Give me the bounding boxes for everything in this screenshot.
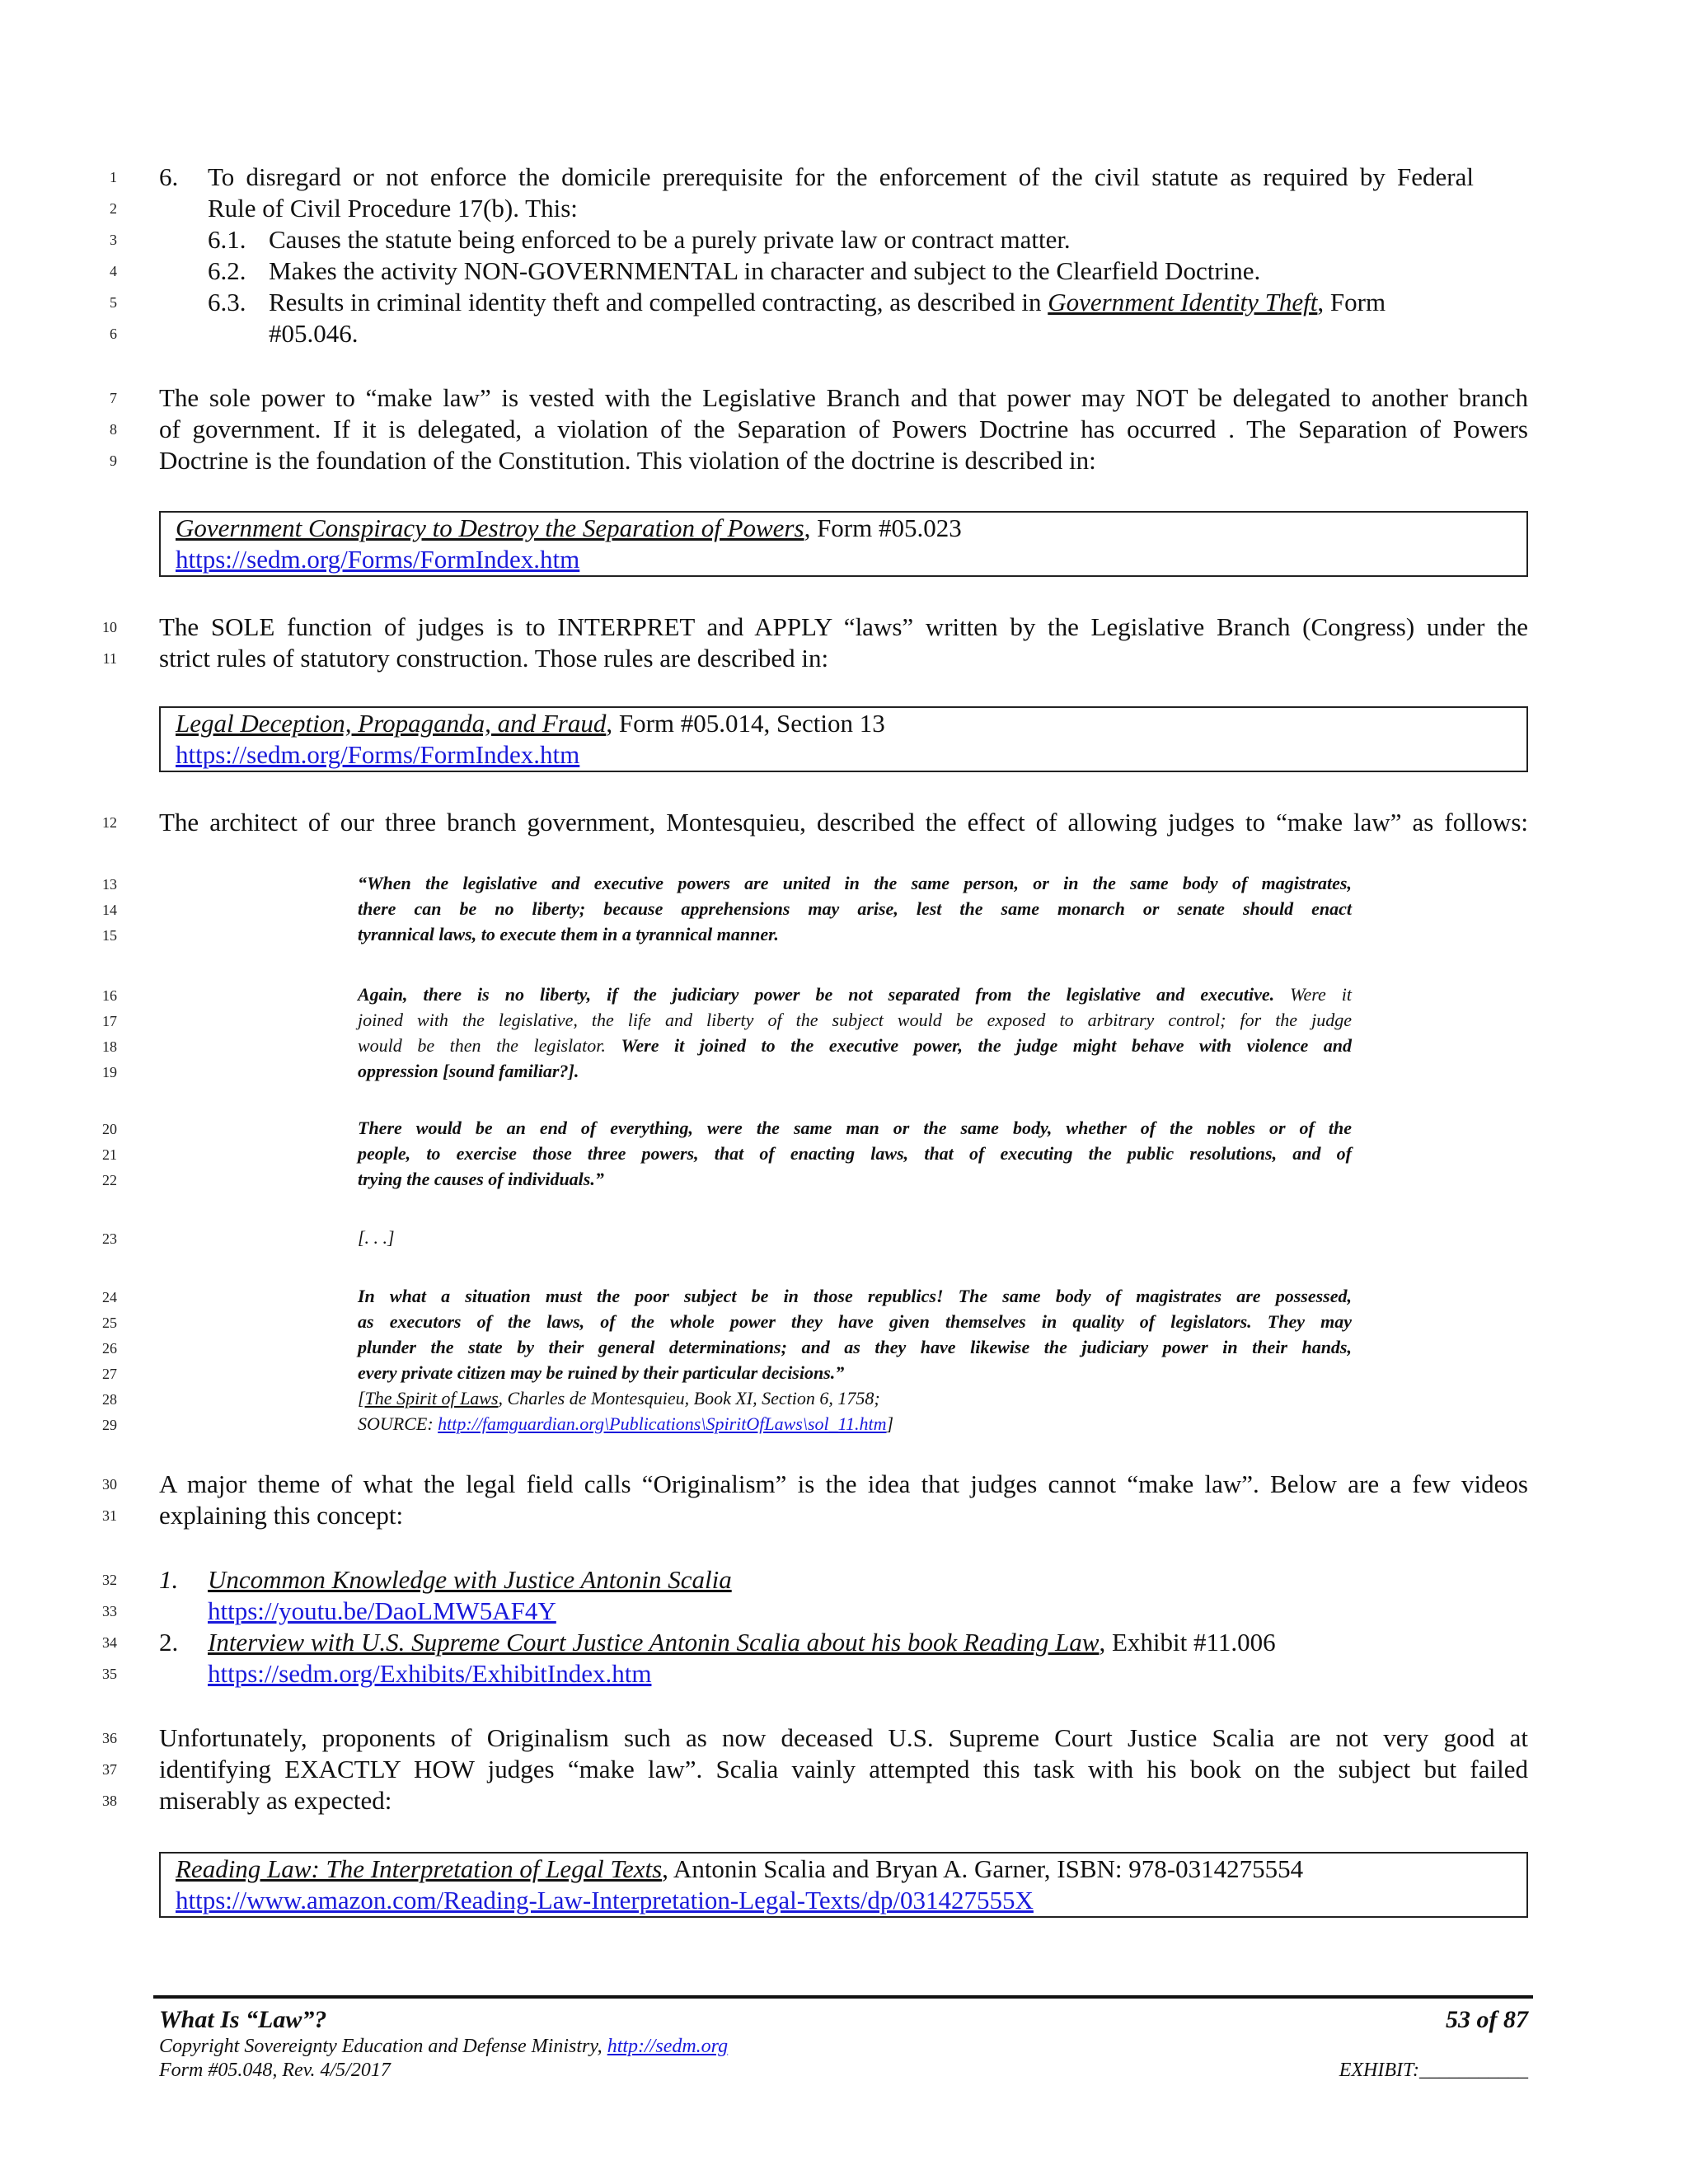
item-6-2-text: Makes the activity NON-GOVERNMENTAL in character and subject to the Clearfield Doctrine. <box>269 256 1261 285</box>
footer-page-number: 53 of 87 <box>1446 2006 1528 2033</box>
quote-p1-line-2: there can be no liberty; because apprehensions may arise, lest the same monarch or senate should enact <box>358 898 1352 919</box>
line-number: 20 <box>102 1121 117 1137</box>
line-number: 31 <box>102 1507 117 1524</box>
sole-power-line-3: Doctrine is the foundation of the Constitution. This violation of the doctrine is described in: <box>159 446 1096 475</box>
box-1-citation: Government Conspiracy to Destroy the Separation of Powers, Form #05.023 <box>176 513 962 542</box>
video-1-title: Uncommon Knowledge with Justice Antonin Scalia <box>208 1565 732 1594</box>
box-2-citation: Legal Deception, Propaganda, and Fraud, Form #05.014, Section 13 <box>176 709 885 738</box>
quote-p3-line-2: people, to exercise those three powers, that of enacting laws, that of executing the public resolutions, and of <box>358 1143 1352 1164</box>
line-number: 32 <box>102 1572 117 1588</box>
line-number: 10 <box>102 619 117 635</box>
reference-box-legal-deception <box>159 706 1528 772</box>
item-6-number: 6. <box>159 162 179 191</box>
quote-p3-line-3: trying the causes of individuals.” <box>358 1169 604 1189</box>
unfortunately-line-2: identifying EXACTLY HOW judges “make law”. Scalia vainly attempted this task with his book on the subject but failed <box>159 1755 1528 1783</box>
originalism-line-1: A major theme of what the legal field calls “Originalism” is the idea that judges cannot “make law”. Below are a few videos <box>159 1469 1528 1498</box>
line-number: 33 <box>102 1603 117 1619</box>
video-2-link[interactable]: https://sedm.org/Exhibits/ExhibitIndex.htm <box>208 1659 652 1688</box>
sole-power-line-2: of government. If it is delegated, a violation of the Separation of Powers Doctrine has occurred . The Separation of Powers <box>159 415 1528 443</box>
line-number: 12 <box>102 814 117 831</box>
quote-source: SOURCE: http://famguardian.org\Publications\SpiritOfLaws\sol_11.htm] <box>358 1413 894 1434</box>
line-number: 15 <box>102 927 117 944</box>
video-2-title: Interview with U.S. Supreme Court Justice Antonin Scalia about his book Reading Law <box>208 1628 1100 1657</box>
line-number: 18 <box>102 1038 117 1055</box>
item-6-1-number: 6.1. <box>208 225 246 254</box>
unfortunately-line-1: Unfortunately, proponents of Originalism such as now deceased U.S. Supreme Court Justice Scalia are not very good at <box>159 1723 1528 1752</box>
item-6-3-text: Results in criminal identity theft and compelled contracting, as described in Government Identity Theft, Form <box>269 288 1386 316</box>
montesquieu-intro: The architect of our three branch government, Montesquieu, described the effect of allowing judges to “make law” as follows: <box>159 808 1528 837</box>
quote-p1-line-3: tyrannical laws, to execute them in a tyrannical manner. <box>358 924 779 944</box>
line-number: 2 <box>110 200 117 217</box>
line-number: 22 <box>102 1172 117 1188</box>
footer-exhibit: EXHIBIT:___________ <box>1339 2060 1528 2081</box>
quote-p2-line-4: oppression [sound familiar?]. <box>358 1061 579 1081</box>
line-number: 29 <box>102 1417 117 1433</box>
box-2-title: Legal Deception, Propaganda, and Fraud <box>176 709 607 738</box>
line-number: 35 <box>102 1666 117 1682</box>
line-number: 6 <box>110 326 117 342</box>
item-6-line-2: Rule of Civil Procedure 17(b). This: <box>208 194 578 223</box>
reference-box-separation-of-powers <box>159 511 1528 577</box>
line-number: 23 <box>102 1230 117 1247</box>
line-number: 14 <box>102 902 117 918</box>
video-2-title-line: Interview with U.S. Supreme Court Justice Antonin Scalia about his book Reading Law, Exhibit #11.006 <box>208 1628 1276 1657</box>
line-number: 27 <box>102 1366 117 1382</box>
quote-p4-line-2: as executors of the laws, of the whole power they have given themselves in quality of legislators. They may <box>358 1311 1352 1332</box>
line-number: 11 <box>102 650 117 667</box>
unfortunately-line-3: miserably as expected: <box>159 1786 392 1815</box>
video-1-title-line <box>208 1564 732 1596</box>
originalism-line-2: explaining this concept: <box>159 1501 404 1530</box>
line-number: 37 <box>102 1761 117 1778</box>
footer-copyright: Copyright Sovereignty Education and Defense Ministry, http://sedm.org <box>159 2036 729 2057</box>
line-number: 25 <box>102 1315 117 1331</box>
box-3-link[interactable]: https://www.amazon.com/Reading-Law-Interpretation-Legal-Texts/dp/031427555X <box>176 1886 1034 1915</box>
box-3-citation: Reading Law: The Interpretation of Legal Texts, Antonin Scalia and Bryan A. Garner, ISBN: 978-0314275554 <box>176 1854 1304 1883</box>
line-number: 13 <box>102 876 117 893</box>
line-number: 24 <box>102 1289 117 1305</box>
quote-p3-line-1: There would be an end of everything, were the same man or the same body, whether of the nobles or of the <box>358 1118 1352 1138</box>
line-number: 9 <box>110 452 117 469</box>
line-number: 5 <box>110 294 117 311</box>
line-number: 8 <box>110 421 117 438</box>
footer-sedm-link[interactable]: http://sedm.org <box>607 2036 729 2057</box>
quote-p4-line-1: In what a situation must the poor subject be in those republics! The same body of magistrates are possessed, <box>358 1286 1352 1306</box>
video-1-number: 1. <box>159 1565 179 1594</box>
item-6-3-number: 6.3. <box>208 288 246 316</box>
quote-p2-line-1: Again, there is no liberty, if the judiciary power be not separated from the legislative and executive. Were it <box>358 984 1352 1005</box>
box-3-title: Reading Law: The Interpretation of Legal Texts <box>176 1854 663 1883</box>
video-2-number: 2. <box>159 1628 179 1657</box>
quote-ellipsis: [. . .] <box>358 1227 395 1248</box>
line-number: 38 <box>102 1793 117 1809</box>
footer-rule <box>153 1995 1533 1999</box>
line-number: 3 <box>110 232 117 248</box>
line-number: 16 <box>102 987 117 1004</box>
item-6-2-number: 6.2. <box>208 256 246 285</box>
video-1-link[interactable]: https://youtu.be/DaoLMW5AF4Y <box>208 1596 556 1625</box>
box-1-title: Government Conspiracy to Destroy the Separation of Powers <box>176 513 804 542</box>
item-6-3-continuation: #05.046. <box>269 319 359 348</box>
quote-citation: [The Spirit of Laws, Charles de Montesquieu, Book XI, Section 6, 1758; <box>358 1388 880 1408</box>
item-6-1-text: Causes the statute being enforced to be a purely private law or contract matter. <box>269 225 1071 254</box>
line-number: 34 <box>102 1634 117 1651</box>
line-number: 1 <box>110 169 117 185</box>
sole-power-line-1: The sole power to “make law” is vested with the Legislative Branch and that power may NOT be delegated to another branch <box>159 383 1528 412</box>
item-6-line-1: To disregard or not enforce the domicile prerequisite for the enforcement of the civil statute as required by Federal <box>208 162 1474 191</box>
footer-form-number: Form #05.048, Rev. 4/5/2017 <box>159 2060 391 2081</box>
quote-p2-line-2: joined with the legislative, the life and liberty of the subject would be exposed to arbitrary control; for the judge <box>358 1010 1352 1030</box>
box-2-link[interactable]: https://sedm.org/Forms/FormIndex.htm <box>176 740 580 769</box>
government-identity-theft-title: Government Identity Theft <box>1048 288 1318 316</box>
spirit-of-laws-title: The Spirit of Laws <box>364 1388 499 1408</box>
line-number: 30 <box>102 1476 117 1493</box>
judges-line-1: The SOLE function of judges is to INTERPRET and APPLY “laws” written by the Legislative Branch (Congress) under the <box>159 612 1528 641</box>
reference-box-reading-law <box>159 1852 1528 1918</box>
line-number: 19 <box>102 1064 117 1080</box>
line-number: 36 <box>102 1730 117 1746</box>
quote-p4-line-3: plunder the state by their general determinations; and as they have likewise the judiciary power in their hands, <box>358 1337 1352 1357</box>
line-number: 17 <box>102 1013 117 1029</box>
quote-p4-line-4: every private citizen may be ruined by their particular decisions.” <box>358 1362 845 1383</box>
line-number: 4 <box>110 263 117 279</box>
box-1-link[interactable]: https://sedm.org/Forms/FormIndex.htm <box>176 545 580 574</box>
line-number: 28 <box>102 1391 117 1408</box>
footer-document-title: What Is “Law”? <box>159 2006 327 2033</box>
line-number: 26 <box>102 1340 117 1357</box>
quote-p1-line-1: “When the legislative and executive powers are united in the same person, or in the same body of magistrates, <box>358 873 1352 893</box>
quote-p2-line-3: would be then the legislator. Were it joined to the executive power, the judge might behave with violence and <box>358 1035 1353 1056</box>
line-number: 7 <box>110 390 117 406</box>
spirit-of-laws-link[interactable]: http://famguardian.org\Publications\SpiritOfLaws\sol_11.htm <box>438 1413 887 1434</box>
line-number: 21 <box>102 1146 117 1163</box>
judges-line-2: strict rules of statutory construction. Those rules are described in: <box>159 644 829 673</box>
